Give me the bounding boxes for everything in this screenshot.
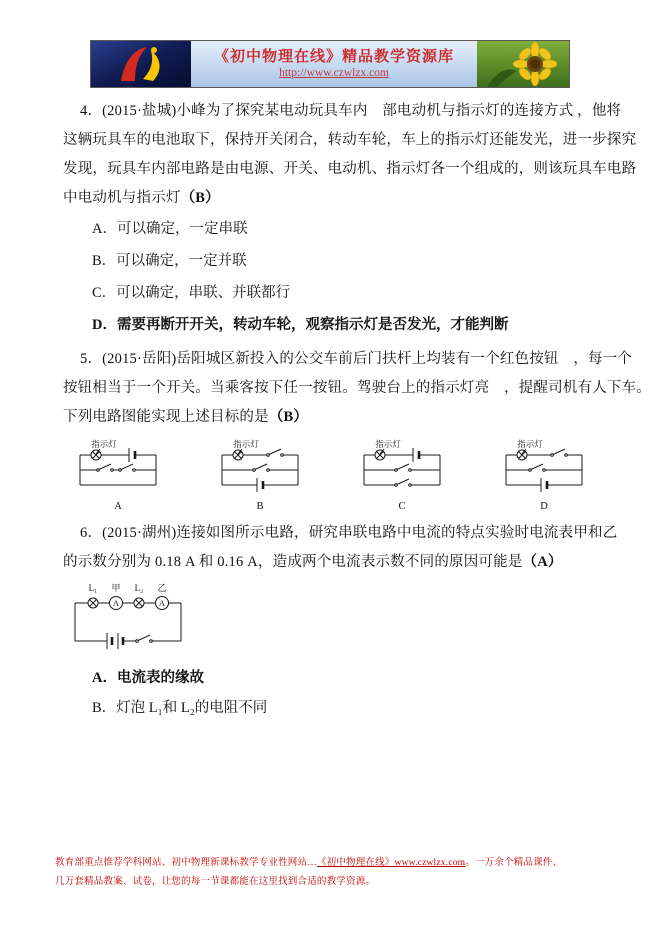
q4-line: 发现，玩具车内部电路是由电源、开关、电动机、指示灯各一个组成的，则该玩具车电路 [63, 161, 637, 177]
q5-circuit-a [70, 438, 166, 513]
q5-circuit-c [354, 438, 450, 513]
battery-icon [506, 478, 582, 492]
q4-line [63, 184, 599, 213]
q4-answer: （B） [180, 190, 220, 206]
circuit-letter-b: B [256, 501, 264, 512]
circuit-letter-d: D [540, 501, 548, 512]
lamp-icon [517, 450, 527, 460]
lamp-label: 指示灯 [375, 439, 401, 449]
footer-site-link[interactable]: 《初中物理在线》www.czwlzx.com [316, 858, 466, 868]
battery-icon [222, 478, 298, 492]
circuit-diagram-q6 [63, 579, 193, 659]
lamp-icon [375, 450, 385, 460]
lamp-icon [134, 598, 144, 608]
q5-line: 按钮相当于一个开关。当乘客按下任一按钮。驾驶台上的指示灯亮 ，提醒司机有人下车。 [63, 380, 651, 396]
site-banner [90, 40, 570, 88]
q6-line-text: 的示数分别为 0.18 A 和 0.16 A，造成两个电流表示数不同的原因可能是 [63, 554, 523, 570]
site-title: 《初中物理在线》精品教学资源库 [213, 48, 454, 65]
ammeter2-label: 乙 [157, 583, 167, 593]
ammeter-symbol: A [112, 598, 120, 608]
circuit-diagram-c [354, 438, 450, 500]
lamp-icon [91, 450, 101, 460]
ammeter-icon [156, 597, 169, 610]
document-body [63, 97, 651, 723]
circuit-letter-a: A [114, 501, 122, 512]
q6-option-a: A．电流表的缘故 [92, 670, 204, 686]
site-url-link[interactable]: http://www.czwlzx.com [279, 66, 389, 79]
q4-option-b: B．可以确定，一定并联 [92, 253, 247, 269]
ammeter1-label: 甲 [111, 583, 121, 593]
q5-circuit-b [212, 438, 308, 513]
ammeter-symbol: A [158, 598, 166, 608]
q6-figure [63, 579, 599, 659]
battery-icon [129, 448, 135, 462]
q4-option-a: A．可以确定，一定串联 [92, 221, 248, 237]
battery-icon [413, 448, 419, 462]
banner-photo [477, 41, 569, 87]
q6-option-b: B．灯泡 L₁和 L₂的电阻不同 [92, 700, 268, 716]
switch-icon [364, 464, 440, 471]
ammeter-icon [110, 597, 123, 610]
footer-line-2: 几万套精品教案、试卷，让您的每一节课都能在这里找到合适的教学资源。 [55, 877, 376, 887]
q5-answer: （B） [268, 409, 309, 425]
q5-line [63, 403, 599, 432]
lamp-label: 指示灯 [91, 439, 117, 449]
battery-icon [75, 633, 136, 649]
q6-answer: （A） [522, 554, 563, 570]
page-footer [55, 854, 613, 892]
q4-line-text: 中电动机与指示灯 [63, 190, 181, 206]
q6-line [63, 548, 599, 577]
q5-line: 5．(2015·岳阳)岳阳城区新投入的公交车前后门扶杆上均装有一个红色按钮 ，每一个 [80, 351, 633, 367]
q5-circuit-grid [63, 438, 599, 513]
switch-icon [136, 635, 181, 642]
q5-line-text: 下列电路图能实现上述目标的是 [63, 409, 269, 425]
q4-line: 4．(2015·盐城)小峰为了探究某电动玩具车内 部电动机与指示灯的连接方式 ，他将 [80, 103, 622, 119]
site-logo [91, 41, 191, 87]
circuit-letter-c: C [398, 501, 406, 512]
circuit-diagram-a [70, 438, 166, 500]
lamp-label: 指示灯 [517, 439, 543, 449]
q4-option-c: C．可以确定，串联、并联都行 [92, 285, 291, 301]
switch-icon [364, 479, 440, 486]
logo-graphic [91, 41, 191, 87]
q6-line: 6．(2015·湖州)连接如图所示电路，研究串联电路中电流的特点实验时电流表甲和乙 [80, 525, 618, 541]
switch-icon [80, 464, 156, 471]
footer-text-post: 。一万余个精品课件、 [465, 858, 563, 868]
banner-text-area [191, 41, 477, 87]
circuit-diagram-d [496, 438, 592, 500]
footer-line-1 [55, 854, 613, 873]
circuit-diagram-b [212, 438, 308, 500]
lamp-icon [88, 598, 98, 608]
lamp-icon [233, 450, 243, 460]
lamp-label: 指示灯 [233, 439, 259, 449]
sunflower-image [477, 41, 569, 87]
footer-text-pre: 教育部重点推荐学科网站、初中物理新课标教学专业性网站… [55, 858, 317, 868]
lamp1-label: L₁ [88, 583, 98, 593]
q4-option-d: D．需要再断开开关，转动车轮，观察指示灯是否发光，才能判断 [92, 317, 509, 333]
switch-icon [222, 464, 298, 471]
switch-icon [506, 464, 582, 471]
lamp2-label: L₂ [134, 583, 144, 593]
q5-circuit-d [496, 438, 592, 513]
q4-line: 这辆玩具车的电池取下，保持开关闭合，转动车轮，车上的指示灯还能发光，进一步探究 [63, 132, 637, 148]
